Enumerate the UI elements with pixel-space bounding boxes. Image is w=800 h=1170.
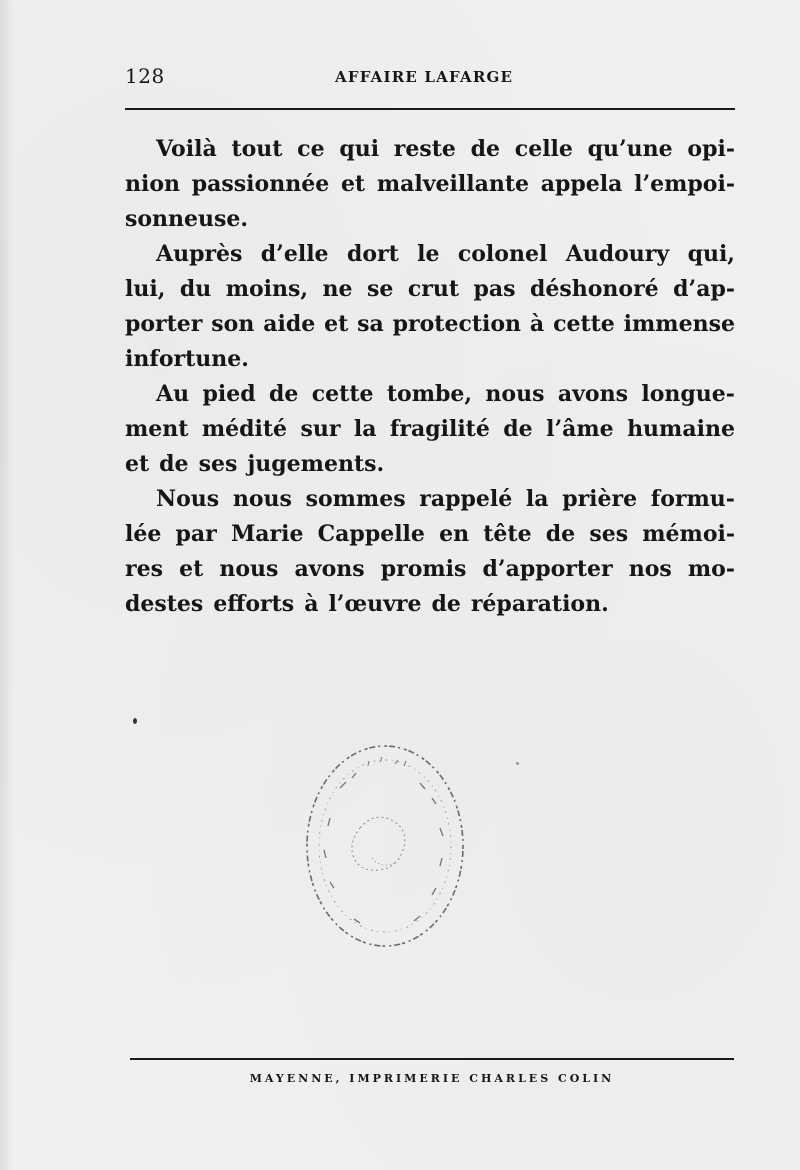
page-edge-shadow <box>0 0 14 1170</box>
text-line: Au pied de cette tombe, nous avons longue- <box>156 381 735 407</box>
running-head: AFFAIRE LAFARGE <box>335 68 514 86</box>
text-line: Voilà tout ce qui reste de celle qu’une opi- <box>156 136 735 162</box>
page-number: 128 <box>125 64 165 88</box>
page-header <box>125 60 735 90</box>
text-line: porter son aide et sa protection à cette immense <box>125 311 735 337</box>
ink-speck <box>516 762 519 765</box>
text-line: sonneuse. <box>125 206 249 232</box>
text-line: infortune. <box>125 346 249 372</box>
ink-speck <box>133 718 137 724</box>
text-line: destes efforts à l’œuvre de réparation. <box>125 591 609 617</box>
text-line: ment médité sur la fragilité de l’âme humaine <box>125 416 735 442</box>
library-stamp <box>300 738 470 953</box>
printer-imprint: MAYENNE, IMPRIMERIE CHARLES COLIN <box>249 1072 615 1085</box>
text-line: Auprès d’elle dort le colonel Audoury qui, <box>156 241 735 267</box>
footer-rule <box>130 1058 734 1060</box>
text-line: lée par Marie Cappelle en tête de ses mémoi- <box>125 521 735 547</box>
text-line: nion passionnée et malveillante appela l’empoi- <box>125 171 735 197</box>
text-line: Nous nous sommes rappelé la prière formu- <box>156 486 735 512</box>
body-text <box>125 132 735 622</box>
text-line: lui, du moins, ne se crut pas déshonoré d’ap- <box>125 276 735 302</box>
text-line: et de ses jugements. <box>125 451 385 477</box>
header-rule <box>125 108 735 110</box>
text-line: res et nous avons promis d’apporter nos mo- <box>125 556 735 582</box>
